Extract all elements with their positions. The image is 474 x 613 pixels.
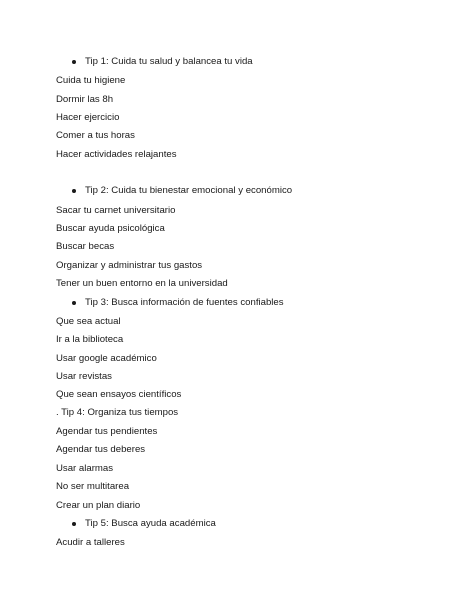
list-item: Crear un plan diario (56, 500, 141, 511)
list-item: Que sea actual (56, 316, 121, 327)
list-item: Cuida tu higiene (56, 75, 126, 86)
tip-5-heading (72, 518, 216, 530)
list-item: Acudir a talleres (56, 537, 125, 548)
tip-2-text: Tip 2: Cuida tu bienestar emocional y económico (85, 185, 293, 196)
bullet-icon (72, 522, 76, 526)
list-item: Agendar tus deberes (56, 444, 146, 455)
tip-5-text: Tip 5: Busca ayuda académica (85, 518, 216, 529)
bullet-icon (72, 60, 76, 64)
tip-4-heading: . Tip 4: Organiza tus tiempos (56, 407, 179, 418)
tip-2-heading (72, 185, 292, 197)
list-item: Hacer actividades relajantes (56, 149, 177, 160)
list-item: Usar google académico (56, 353, 157, 364)
tip-3-heading (72, 297, 284, 309)
tip-1-heading (72, 56, 253, 68)
list-item: Organizar y administrar tus gastos (56, 260, 203, 271)
list-item: Buscar ayuda psicológica (56, 223, 165, 234)
list-item: No ser multitarea (56, 481, 130, 492)
list-item: Usar revistas (56, 371, 112, 382)
list-item: Usar alarmas (56, 463, 114, 474)
bullet-icon (72, 301, 76, 305)
list-item: Buscar becas (56, 241, 115, 252)
tip-3-text: Tip 3: Busca información de fuentes confiables (85, 297, 284, 308)
list-item: Sacar tu carnet universitario (56, 205, 176, 216)
list-item: Hacer ejercicio (56, 112, 120, 123)
bullet-icon (72, 189, 76, 193)
tip-1-text: Tip 1: Cuida tu salud y balancea tu vida (85, 56, 253, 67)
list-item: Que sean ensayos científicos (56, 389, 182, 400)
list-item: Ir a la biblioteca (56, 334, 124, 345)
list-item: Tener un buen entorno en la universidad (56, 278, 228, 289)
list-item: Dormir las 8h (56, 94, 114, 105)
list-item: Agendar tus pendientes (56, 426, 158, 437)
list-item: Comer a tus horas (56, 130, 135, 141)
